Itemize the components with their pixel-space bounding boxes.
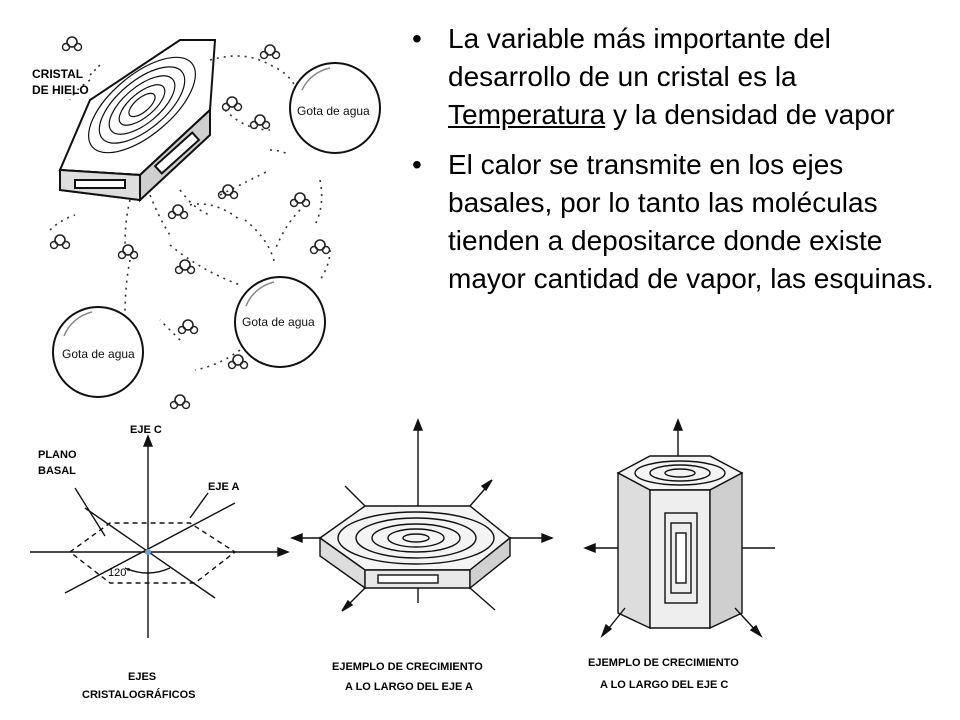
growth-along-axis-c-figure [570, 418, 800, 718]
ice-crystal-plate [60, 40, 215, 200]
caption-1-line1: EJES [128, 671, 157, 683]
bullet-1-text-end: y la densidad de vapor [605, 99, 895, 130]
drop-label-2: Gota de agua [242, 315, 315, 329]
caption-1-line2: CRISTALOGRÁFICOS [82, 689, 196, 701]
water-drop-top-right [290, 63, 380, 153]
drop-label-3: Gota de agua [62, 347, 135, 361]
plano-basal-line2: BASAL [38, 465, 76, 477]
axis-c-label: EJE C [130, 424, 162, 436]
crystal-label-line2: DE HIELO [32, 83, 89, 97]
drop-label-1: Gota de agua [297, 104, 370, 118]
crystal-label-line1: CRISTAL [32, 67, 84, 81]
caption-2-line1: EJEMPLO DE CRECIMIENTO [332, 661, 483, 673]
bullet-text-panel [400, 20, 940, 310]
caption-3-line1: EJEMPLO DE CRECIMIENTO [588, 657, 739, 669]
bullet-symbol: • [412, 23, 422, 54]
ice-crystal-vapor-diagram [30, 20, 400, 410]
crystal-axes-figure [30, 418, 295, 718]
growth-along-axis-a-figure [290, 418, 560, 718]
water-drop-bottom-left [53, 307, 143, 397]
water-drop-middle-right [235, 277, 325, 367]
caption-3-line2: A LO LARGO DEL EJE C [600, 679, 729, 691]
bullet-item-2 [400, 146, 940, 298]
plano-basal-line1: PLANO [38, 449, 77, 461]
caption-2-line2: A LO LARGO DEL EJE A [345, 681, 473, 693]
bullet-item-1 [400, 20, 940, 134]
bullet-list [400, 20, 940, 298]
bullet-symbol: • [412, 149, 422, 180]
bullet-1-underlined-word: Temperatura [448, 99, 606, 130]
axis-a-label: EJE A [208, 481, 240, 493]
angle-label: 120° [108, 567, 131, 579]
bullet-1-text-start: La variable más importante del desarrollo de un cristal es la [448, 23, 831, 92]
bullet-2-text: El calor se transmite en los ejes basales, por lo tanto las moléculas tienden a depositarce donde existe mayor cantidad de vapor, las esquinas. [448, 149, 934, 294]
